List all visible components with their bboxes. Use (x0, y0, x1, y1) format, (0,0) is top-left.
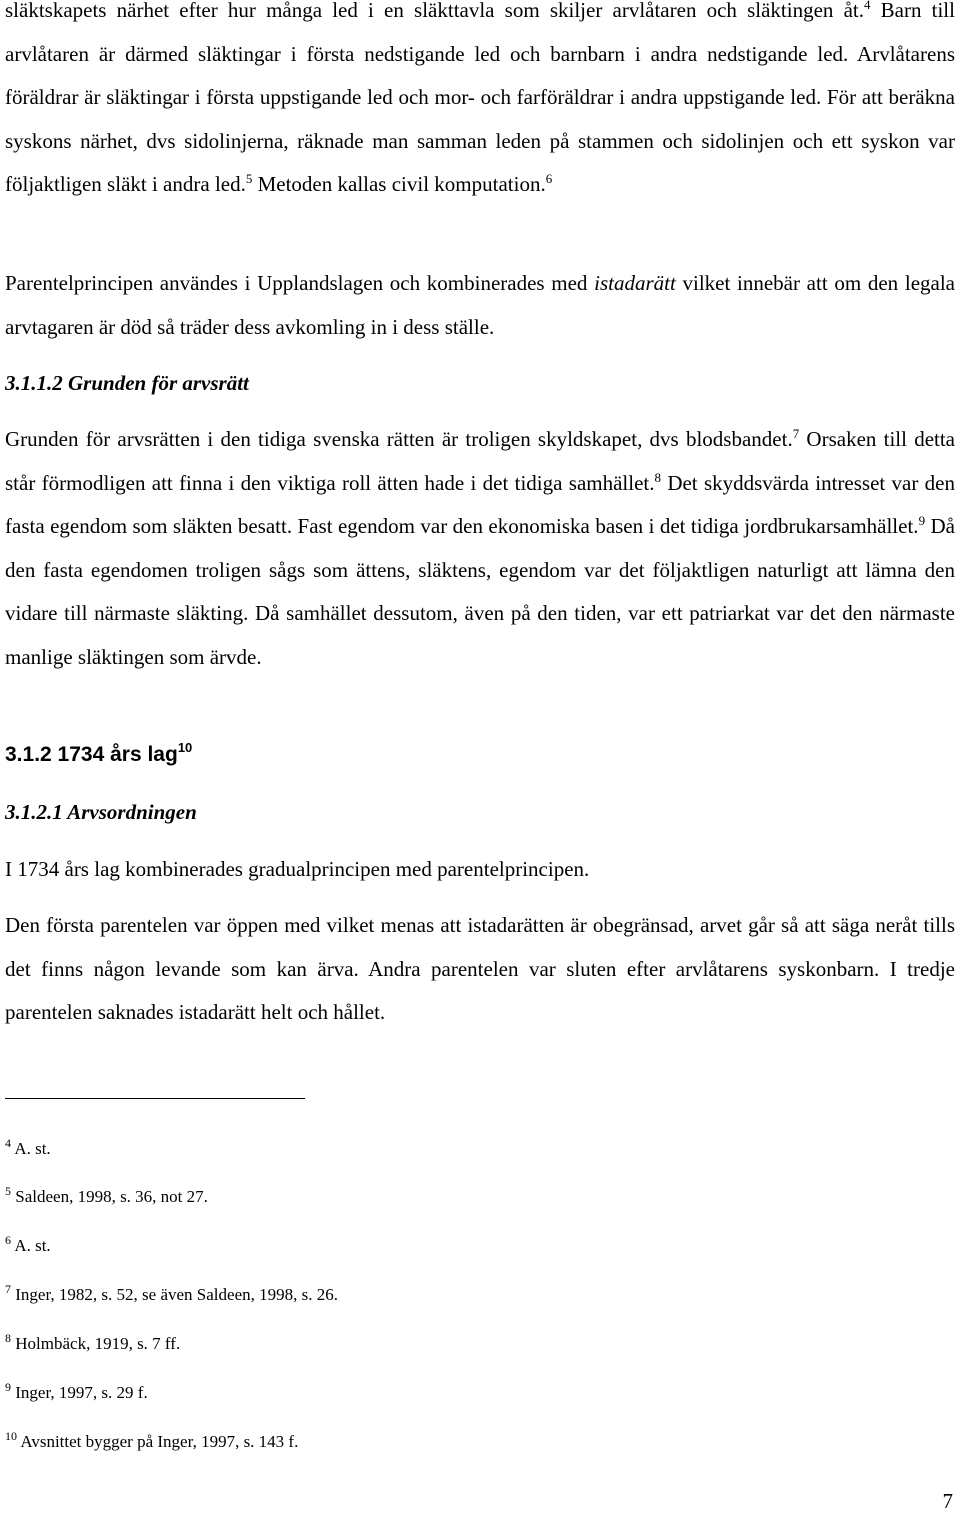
footnote-reference: 5 (245, 171, 253, 186)
paragraph-text: Det skyddsvärda intresset var den fasta egendom som släkten besatt. Fast egendom var den ekonomiska basen i det tidiga jordbrukarsamhället. (5, 470, 955, 538)
paragraph-text: Grunden för arvsrätten i den tidiga svenska rätten är troligen skyldskapet, dvs blodsbandet. (5, 427, 793, 451)
footnote-text: A. st. (14, 1139, 51, 1158)
footnote (5, 1283, 338, 1307)
footnote (5, 1332, 180, 1356)
footnote (5, 1185, 208, 1209)
paragraph-text: släktskapets närhet efter hur många led i en släkttavla som skiljer arvlåtaren och släktingen åt. (5, 0, 864, 22)
footnote-separator (5, 1098, 305, 1099)
footnote-text: Inger, 1997, s. 29 f. (15, 1383, 148, 1402)
page-number: 7 (942, 1489, 953, 1513)
footnote-reference: 10 (177, 740, 193, 755)
paragraph-text: vilket innebär att om den legala arvtagaren är död så träder dess avkomling in i dess ställe. (5, 271, 955, 339)
paragraph-text: Då den fasta egendomen troligen sågs som ättens, släktens, egendom var det följaktligen naturligt att lämna den vidare till närmaste släkting. Då samhället dessutom, även på den tiden, var ett patriarkat var det den närmaste manlige släktingen som ärvde. (5, 514, 955, 669)
paragraph-parentels: Den första parentelen var öppen med vilket menas att istadarätten är obegränsad, arvet går så att säga neråt tills det finns någon levande som kan ärva. Andra parentelen var sluten efter arvlåtarens syskonbarn. I tredje parentelen saknades istadarätt helt och hållet. (5, 913, 955, 1024)
footnote-number: 7 (5, 1282, 11, 1296)
footnote-text: Avsnittet bygger på Inger, 1997, s. 143 f. (20, 1432, 299, 1451)
footnote-number: 4 (5, 1136, 11, 1150)
italic-term: istadarätt (594, 271, 676, 295)
footnote-number: 10 (5, 1429, 17, 1443)
section-heading-312 (5, 740, 192, 770)
footnote-reference: 7 (792, 426, 800, 441)
section-heading-3112: 3.1.1.2 Grunden för arvsrätt (5, 371, 249, 395)
footnote-reference: 4 (863, 0, 871, 12)
footnote-reference: 8 (654, 469, 661, 485)
paragraph-kinship-degrees (5, 0, 955, 207)
footnote-reference: 6 (545, 171, 553, 186)
footnote-text: Holmbäck, 1919, s. 7 ff. (15, 1334, 181, 1353)
heading-text: 3.1.2 1734 års lag (5, 743, 178, 766)
footnote-number: 5 (5, 1184, 11, 1198)
footnote-text: Saldeen, 1998, s. 36, not 27. (15, 1187, 208, 1206)
footnote-number: 6 (5, 1233, 11, 1247)
footnote (5, 1234, 51, 1258)
footnote-number: 9 (5, 1380, 11, 1394)
footnote (5, 1430, 298, 1454)
paragraph-text: Metoden kallas civil komputation. (252, 172, 546, 196)
footnote (5, 1137, 51, 1161)
section-heading-3121: 3.1.2.1 Arvsordningen (5, 800, 197, 824)
document-page (5, 0, 955, 1521)
footnote-text: Inger, 1982, s. 52, se även Saldeen, 1998, s. 26. (15, 1285, 338, 1304)
footnote-number: 8 (5, 1331, 11, 1345)
paragraph-text: Parentelprincipen användes i Upplandslagen och kombinerades med (5, 271, 595, 295)
paragraph-1734-law: I 1734 års lag kombinerades gradualprincipen med parentelprincipen. (5, 857, 590, 881)
paragraph-text: Barn till arvlåtaren är därmed släktingar i första nedstigande led och barnbarn i andra nedstigande led. Arvlåtarens föräldrar är släktingar i första uppstigande led och mor- och farföräldrar i andra uppstigande led. För att beräkna syskons närhet, dvs sidolinjerna, räknade man samman leden på stammen och sidolinjen och ett syskon var följaktligen släkt i andra led. (5, 0, 955, 196)
footnote-text: A. st. (14, 1236, 51, 1255)
paragraph-basis-inheritance (5, 418, 955, 679)
footnote-reference: 9 (918, 513, 926, 528)
paragraph-text: Orsaken till detta står förmodligen att finna i den viktiga roll ätten hade i det tidiga samhället. (5, 427, 956, 495)
footnote (5, 1381, 148, 1405)
paragraph-parentel-principle (5, 262, 955, 349)
